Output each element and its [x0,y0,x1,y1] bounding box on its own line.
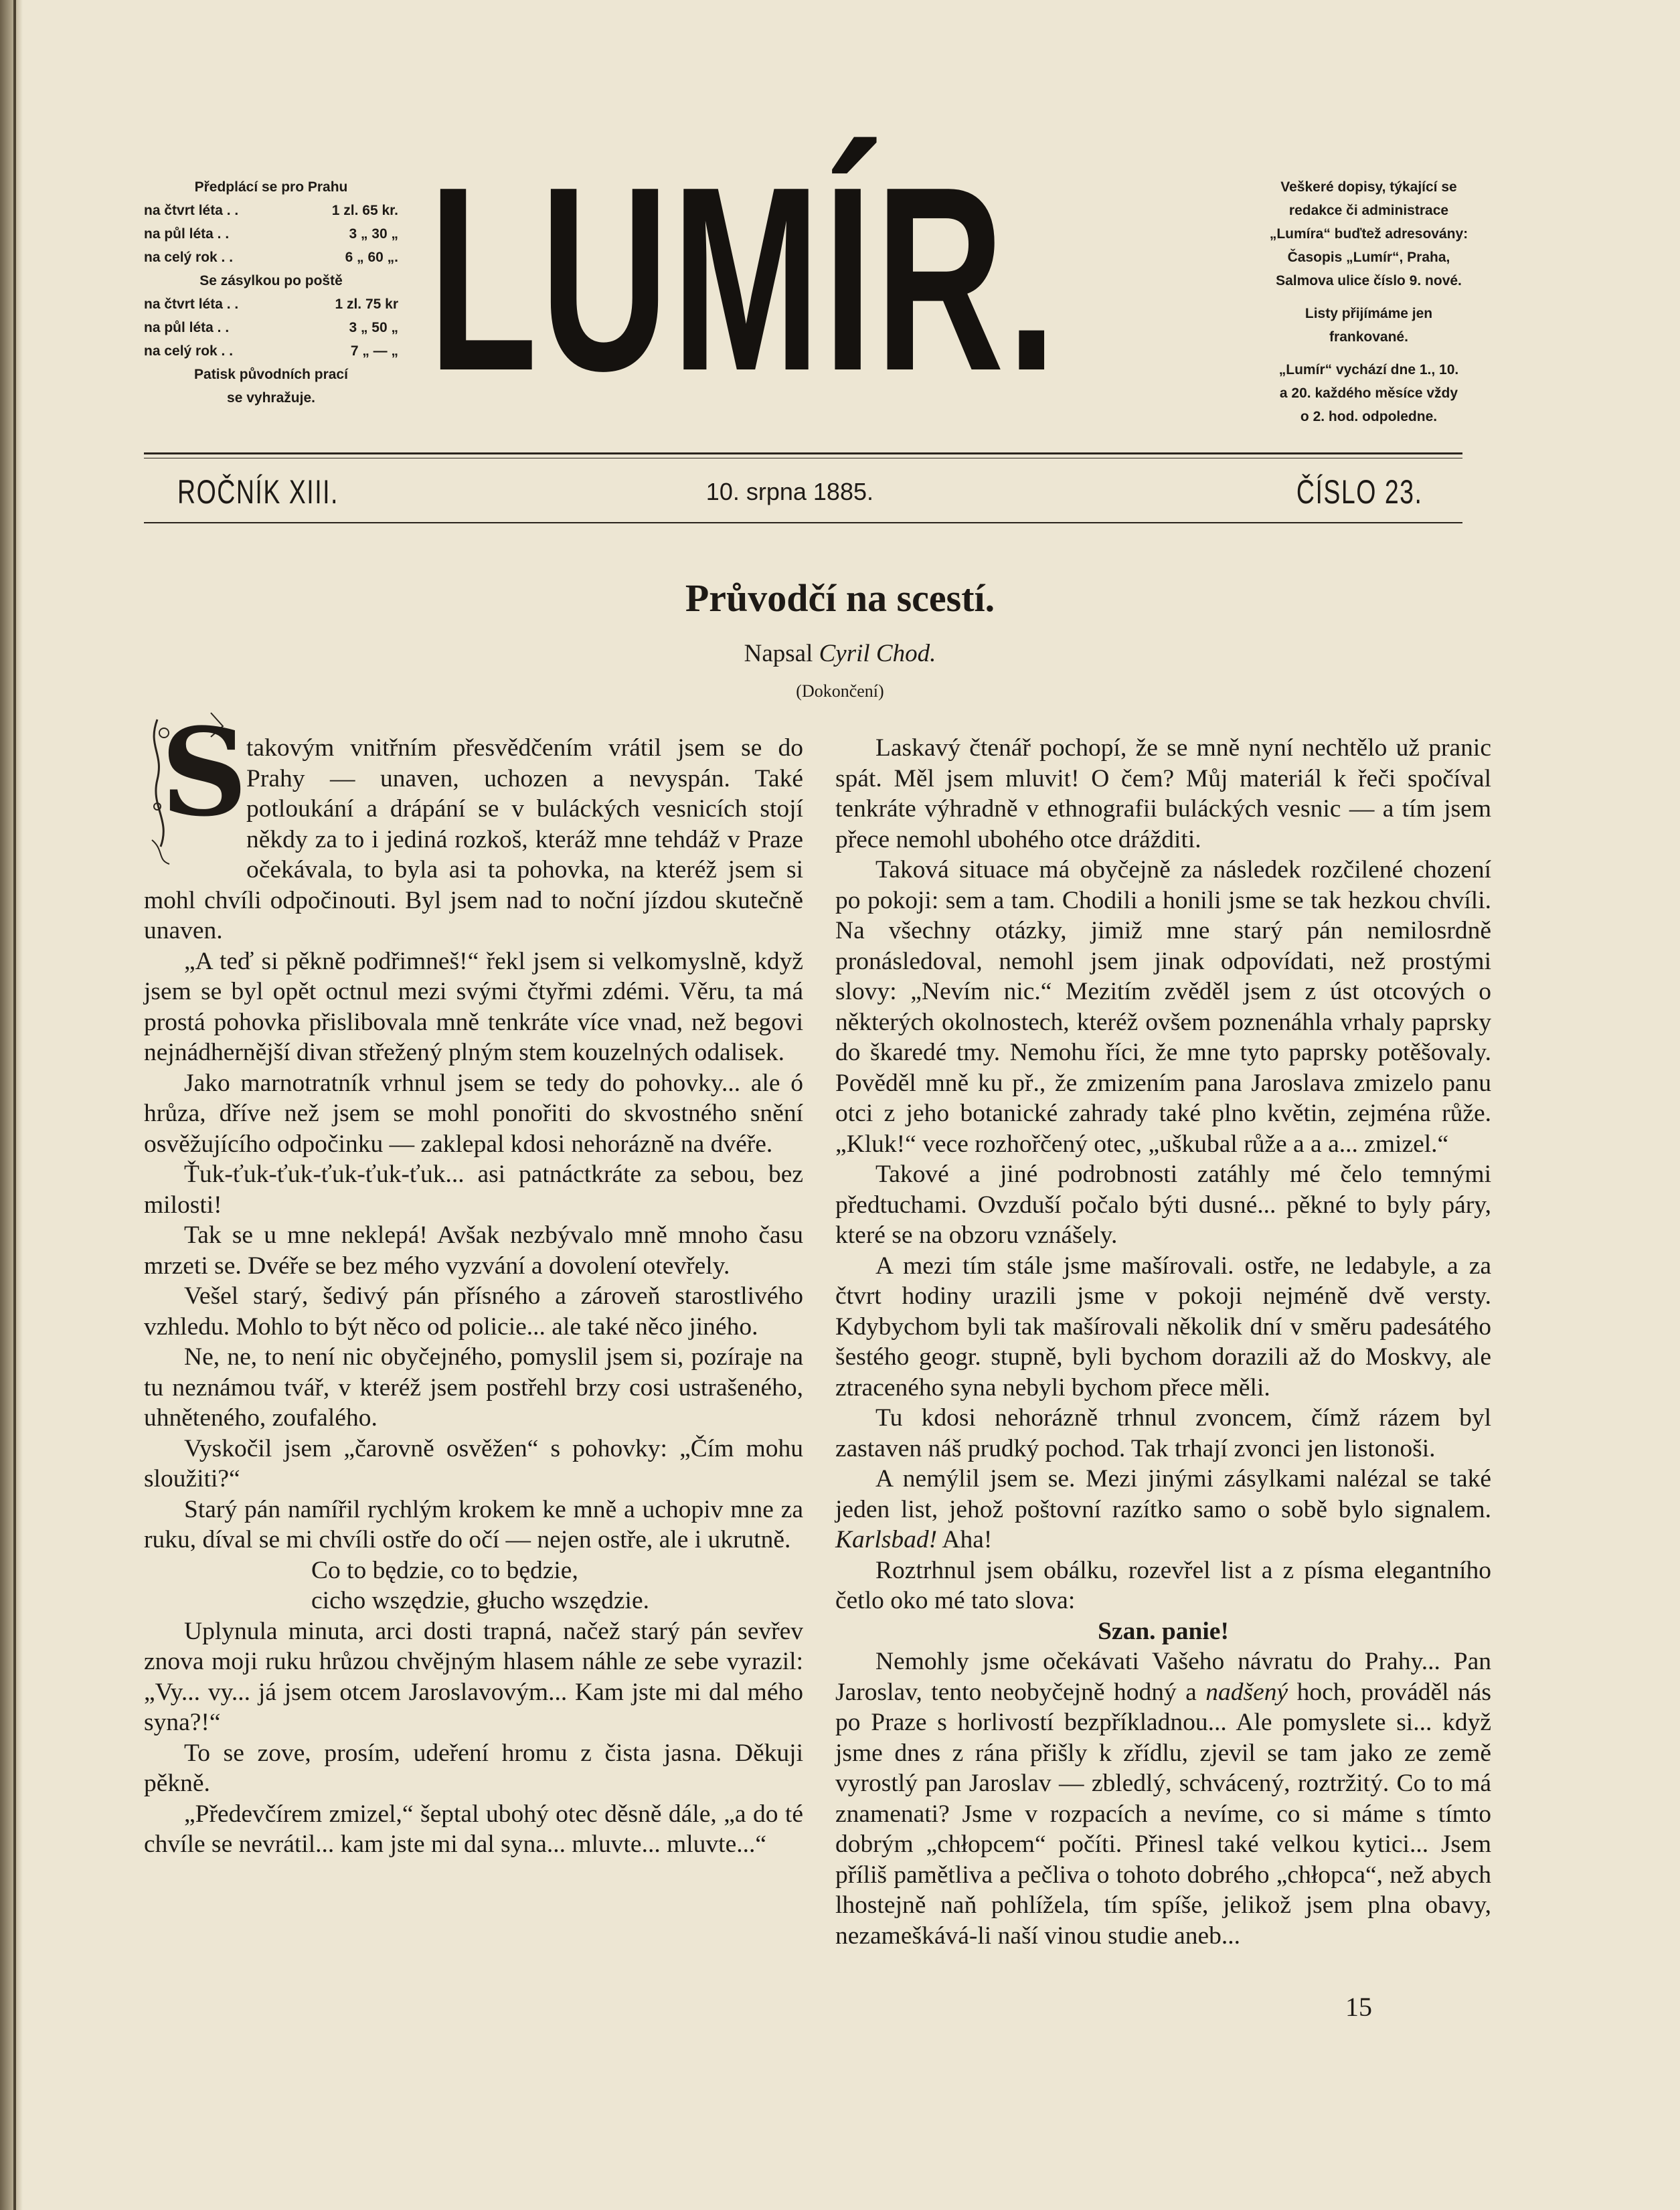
paragraph: Ne, ne, to není nic obyčejného, pomyslil jsem si, pozíraje na tu neznámou tvář, v kteréž jsem postřehl brzy cosi ustrašeného, uhněteného, zoufalého. [144,1343,803,1432]
author-name: Cyril Chod. [819,640,936,667]
article-title: Průvodčí na scestí. [685,576,995,620]
masthead-title: LUMÍR. [428,133,1060,426]
paragraph: Starý pán namířil rychlým krokem ke mně a uchopiv mne za ruku, díval se mi chvíli ostře do očí — nejen ostře, ale i ukrutně. [144,1495,803,1553]
notice-line: „Lumíra“ buďtež adresovány: [1269,226,1468,242]
paragraph: Tu kdosi nehorázně trhnul zvoncem, čímž rázem byl zastaven náš prudký pochod. Tak trhají zvonci jen listonoši. [835,1404,1491,1462]
paragraph: Vešel starý, šedivý pán přísného a zároveň starostlivého vzhledu. Mohlo to být něco od policie... ale také něco jiného. [144,1282,803,1341]
notice-gap [1242,292,1496,302]
text-column-right [835,733,1491,1951]
post-subscription-row: na celý rok . . 7 „ — „ [144,343,398,359]
subscription-row: na čtvrt léta . . 1 zl. 65 kr. [144,203,398,218]
paragraph: Roztrhnul jsem obálku, rozevřel list a z písma elegantního četlo oko mé tato slova: [835,1556,1491,1614]
notice-gap [1242,349,1496,358]
notice-line: „Lumír“ vychází dne 1., 10. [1278,362,1459,377]
reprint-notice-2: se vyhražuje. [227,390,315,406]
header-rule-bottom [144,522,1462,523]
paragraph: Taková situace má obyčejně za následek rozčilené chození po pokoji: sem a tam. Chodili a honili jsme se tak hezkou chvíli. Na všechny otázky, jimiž mne starý pán nemilosrdně pronásledoval, nemohl jsem jinak odpovídati, než prostými slovy: „Nevím nic.“ Mezitím zvěděl jsem z úst otcových o některých okolnostech, kteréž ovšem poznenáhla vrhaly paprsky do škaredé tmy. Nemohu říci, že mne tyto paprsky potěšovaly. Pověděl mně ku př., že zmizením pana Jaroslava zmizelo panu otci z jeho botanické zahrady také plno květin, zejména růže. „Kluk!“ vece rozhořčený otec, „uškubal růže a a a... zmizel.“ [835,856,1491,1158]
paragraph: takovým vnitřním přesvědčením vrátil jsem se do Prahy — unaven, uchozen a nevyspán. Také potloukání a drápání se v buláckých vesnicích stojí někdy za to i jediná rozkoš, kteráž mne tehdáž v Praze očekávala, to byla asi ta pohovka, na kteréž jsem si mohl chvíli odpočinouti. Byl jsem nad to noční jízdou skutečně unaven. [144,734,803,944]
post-subscription-row: na půl léta . . 3 „ 50 „ [144,320,398,335]
header-rule-top [144,452,1462,454]
post-subscription-row: na čtvrt léta . . 1 zl. 75 kr [144,296,398,312]
paragraph: „Předevčírem zmizel,“ šeptal ubohý otec děsně dále, „a do té chvíle se nevrátil... kam jste mi dal syna... mluvte... mluvte...“ [144,1800,803,1858]
paragraph: Ťuk-ťuk-ťuk-ťuk-ťuk-ťuk... asi patnáctkráte za sebou, bez milosti! [144,1161,803,1219]
emphasis: nadšený [1205,1678,1288,1706]
notice-line: Salmova ulice číslo 9. nové. [1276,273,1462,288]
administration-notice [1242,175,1496,428]
paragraph: Vyskočil jsem „čarovně osvěžen“ s pohovky: „Čím mohu sloužiti?“ [144,1434,803,1493]
text-column-left [144,702,803,1860]
paragraph: Laskavý čtenář pochopí, že se mně nyní nechtělo už pranic spát. Měl jsem mluvit! O čem? Můj materiál k řeči spočíval tenkráte výhradně v ethnografii buláckých vesnic — a tím jsem přece nemohl ubohého otce drážditi. [835,734,1491,853]
paragraph: Takové a jiné podrobnosti zatáhly mé čelo temnými předtuchami. Ovzduší počalo býti dusné... pěkné to byly páry, které se na obzoru vznášely. [835,1161,1491,1249]
letter-salutation: Szan. panie! [1098,1617,1229,1645]
paragraph: A mezi tím stále jsme mašírovali. ostře, ne ledabyle, a za čtvrt hodiny urazili jsme v pokoji nejméně dvě versty. Kdybychom byli tak mašírovali několik dní v směru padesátého šestého geogr. stupně, byli bychom dorazili až do Moskvy, ale ztraceného syna nebyli bychom přece měli. [835,1252,1491,1401]
subscription-box [144,175,398,410]
letter-paragraph: Nemohly jsme očekávati Vašeho návratu do Prahy... Pan Jaroslav, tento neobyčejně hodný a nadšený hoch, prováděl nás po Praze s horlivostí bezpříkladnou... Ale pomyslete si... když jsme dnes z rána přišly k zřídlu, zjevil se tam jako ze země vyrostlý pan Jaroslav — zbledlý, schvácený, roztržitý. Co to má znamenati? Jsme v rozpacích a nevíme, co si máme s tímto dobrým „chłopcem“ počíti. Přinesl také velkou kytici... Jsem příliš pamětliva a pečliva o tohoto dobrého „chłopca“, než abych lhostejně naň pohlížela, tím spíše, jelikož jsem plna obavy, nezameškává-li naší vinou studie aneb... [835,1648,1492,1950]
continuation-note: (Dokončení) [796,681,884,701]
volume-label: ROČNÍK XIII. [177,473,339,511]
issue-bar [144,462,1462,522]
verse-line: cicho wszędzie, głucho wszędzie. [311,1587,649,1614]
paragraph: „A teď si pěkně podřimneš!“ řekl jsem si velkomyslně, když jsem se byl opět octnul mezi svými čtyřmi zdémi. Věru, ta má prostá pohovka přislibovala mně tenkráte více vnad, než begovi nejnádhernější divan střežený plným stem kouzelných odalisek. [144,947,803,1066]
subscription-row: na celý rok . . 6 „ 60 „. [144,250,398,265]
paragraph: To se zove, prosím, udeření hromu z čista jasna. Děkuji pěkně. [144,1739,803,1797]
paragraph: Uplynula minuta, arci dosti trapná, načež starý pán sevřev znova moji ruku hrůzou chvějným hlasem náhle ze sebe vyrazil: „Vy... vy... já jsem otcem Jaroslavovým... Kam jste mi dal mého syna?!“ [144,1617,803,1736]
subscription-heading: Předplácí se pro Prahu [194,179,348,195]
reprint-notice: Patisk původních prací [194,367,348,382]
notice-line: redakce či administrace [1288,203,1449,218]
masthead [428,133,1218,426]
notice-line: frankované. [1329,329,1408,345]
issue-date: 10. srpna 1885. [705,478,873,505]
notice-line: a 20. každého měsíce vždy [1279,386,1458,401]
paragraph: Tak se u mne neklepá! Avšak nezbývalo mně mnoho času mrzeti se. Dvéře se bez mého vyzvání a dovolení otevřely. [144,1221,803,1280]
verse-line: Co to będzie, co to będzie, [311,1556,578,1584]
page-gutter-shadow [0,0,23,2210]
notice-line: Časopis „Lumír“, Praha, [1287,250,1450,265]
article-byline: Napsal Cyril Chod. [744,640,936,667]
decorated-initial [144,702,248,867]
emphasis: Karlsbad! [835,1526,938,1553]
initial-letter: S [161,702,248,843]
notice-line: Veškeré dopisy, týkající se [1280,179,1457,195]
post-subscription-heading: Se zásylkou po poště [199,273,343,288]
notice-line: Listy přijímáme jen [1305,306,1433,321]
paragraph: A nemýlil jsem se. Mezi jinými zásylkami nalézal se také jeden list, jehož poštovní razítko samo o sobě bylo signalem. Karlsbad! Aha! [835,1465,1491,1553]
paragraph: Jako marnotratník vrhnul jsem se tedy do pohovky... ale ó hrůza, dříve než jsem se mohl ponořiti do skvostného snění osvěžujícího odpočinku — zaklepal kdosi nehorázně na dvéře. [144,1069,803,1158]
issue-number: ČÍSLO 23. [1296,473,1422,511]
binding-edge [13,0,16,2210]
page-number: 15 [1345,1992,1372,2022]
subscription-row: na půl léta . . 3 „ 30 „ [144,226,398,242]
notice-line: o 2. hod. odpoledne. [1300,409,1438,424]
